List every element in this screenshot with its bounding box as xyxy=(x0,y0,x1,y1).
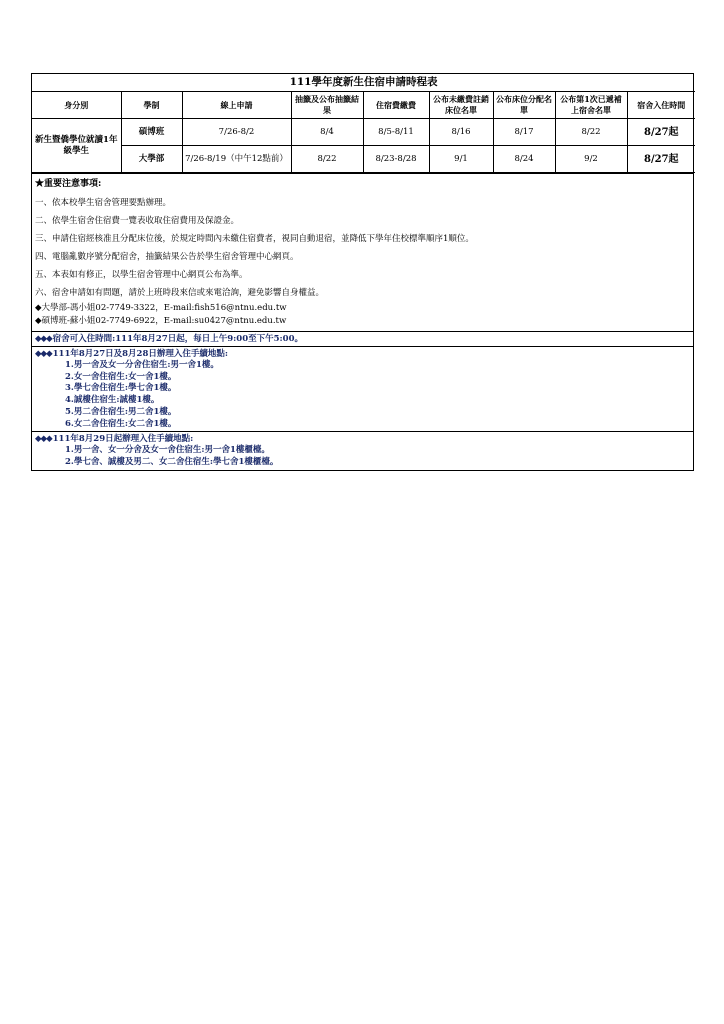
note-item: 六、宿舍申請如有問題，請於上班時段來信或來電洽詢，避免影響自身權益。 xyxy=(35,288,325,298)
lottery-cell: 8/22 xyxy=(291,146,363,173)
header-program: 學制 xyxy=(121,92,182,119)
backfill-list-cell: 8/22 xyxy=(555,119,627,146)
assign-list-cell: 8/24 xyxy=(493,146,555,173)
list-item: 5.男二舍住宿生:男二舍1樓。 xyxy=(65,406,177,417)
schedule-document xyxy=(31,73,694,471)
apply-cell: 7/26-8/2 xyxy=(182,119,291,146)
box-text: 宿舍可入住時間:111年8月27日起，每日上午9:00至下午5:00。 xyxy=(52,334,304,344)
lottery-cell: 8/4 xyxy=(291,119,363,146)
schedule-table xyxy=(32,74,695,173)
later-checkin-box xyxy=(32,431,693,469)
move-in-time-box xyxy=(32,331,693,346)
cancel-list-cell: 8/16 xyxy=(429,119,493,146)
header-backfill-list: 公布第1次已遞補上宿舍名單 xyxy=(555,92,627,119)
notes-section xyxy=(32,173,693,331)
apply-cell: 7/26-8/19（中午12點前） xyxy=(182,146,291,173)
diamond-marker: ◆◆◆ xyxy=(35,434,52,445)
note-item: 一、依本校學生宿舍管理要點辦理。 xyxy=(35,198,172,208)
list-item: 6.女二舍住宿生:女二舍1樓。 xyxy=(65,418,177,429)
diamond-marker: ◆◆◆ xyxy=(35,349,52,359)
identity-cell: 新生暨僑學位就讀1年級學生 xyxy=(32,119,121,173)
note-item: 四、電腦亂數序號分配宿舍，抽籤結果公告於學生宿舍管理中心網頁。 xyxy=(35,252,299,262)
note-item: 三、申請住宿經核准且分配床位後，於規定時間內未繳住宿費者，視同自動退宿，並降低下學年住校標準順序1順位。 xyxy=(35,234,474,244)
list-item: 3.學七舍住宿生:學七舍1樓。 xyxy=(65,383,177,394)
note-item: 二、依學生宿舍住宿費一覽表收取住宿費用及保證金。 xyxy=(35,216,240,226)
list-item: 1.男一舍及女一分舍住宿生:男一舍1樓。 xyxy=(65,360,219,370)
diamond-marker: ◆◆◆ xyxy=(35,334,52,344)
list-item: 1.男一舍、女一分舍及女一舍住宿生:男一舍1樓櫃檯。 xyxy=(65,445,270,456)
move-in-cell: 8/27起 xyxy=(627,119,695,146)
header-move-in: 宿舍入住時間 xyxy=(627,92,695,119)
contact-graduate: ◆碩博班-蘇小姐02-7749-6922，E-mail:su0427@ntnu.edu.tw xyxy=(35,316,287,326)
box-text: 111年8月27日及8月28日辦理入住手續地點: xyxy=(52,349,228,359)
header-lottery: 抽籤及公布抽籤結果 xyxy=(291,92,363,119)
box-text: 111年8月29日起辦理入住手續地點: xyxy=(52,434,194,445)
assign-list-cell: 8/17 xyxy=(493,119,555,146)
payment-cell: 8/5-8/11 xyxy=(363,119,429,146)
checkin-location-box xyxy=(32,346,693,431)
backfill-list-cell: 9/2 xyxy=(555,146,627,173)
list-item: 4.誠樓住宿生:誠樓1樓。 xyxy=(65,395,160,406)
contact-undergrad: ◆大學部-馮小姐02-7749-3322，E-mail:fish516@ntnu.edu.tw xyxy=(35,303,287,313)
table-row xyxy=(32,119,695,146)
table-row xyxy=(32,146,695,173)
note-item: 五、本表如有修正，以學生宿舍管理中心網頁公布為準。 xyxy=(35,270,248,280)
header-assign-list: 公布床位分配名單 xyxy=(493,92,555,119)
notes-heading: ★重要注意事項: xyxy=(35,179,102,189)
move-in-cell: 8/27起 xyxy=(627,146,695,173)
header-cancel-list: 公布未繳費註銷床位名單 xyxy=(429,92,493,119)
payment-cell: 8/23-8/28 xyxy=(363,146,429,173)
list-item: 2.女一舍住宿生:女一舍1樓。 xyxy=(65,371,177,382)
program-cell: 大學部 xyxy=(121,146,182,173)
cancel-list-cell: 9/1 xyxy=(429,146,493,173)
header-identity: 身分別 xyxy=(32,92,121,119)
program-cell: 碩博班 xyxy=(121,119,182,146)
header-payment: 住宿費繳費 xyxy=(363,92,429,119)
header-row xyxy=(32,92,695,119)
header-apply: 線上申請 xyxy=(182,92,291,119)
list-item: 2.學七舍、誠樓及男二、女二舍住宿生:學七舍1樓櫃檯。 xyxy=(65,456,279,467)
page-title: 111學年度新生住宿申請時程表 xyxy=(32,74,695,92)
